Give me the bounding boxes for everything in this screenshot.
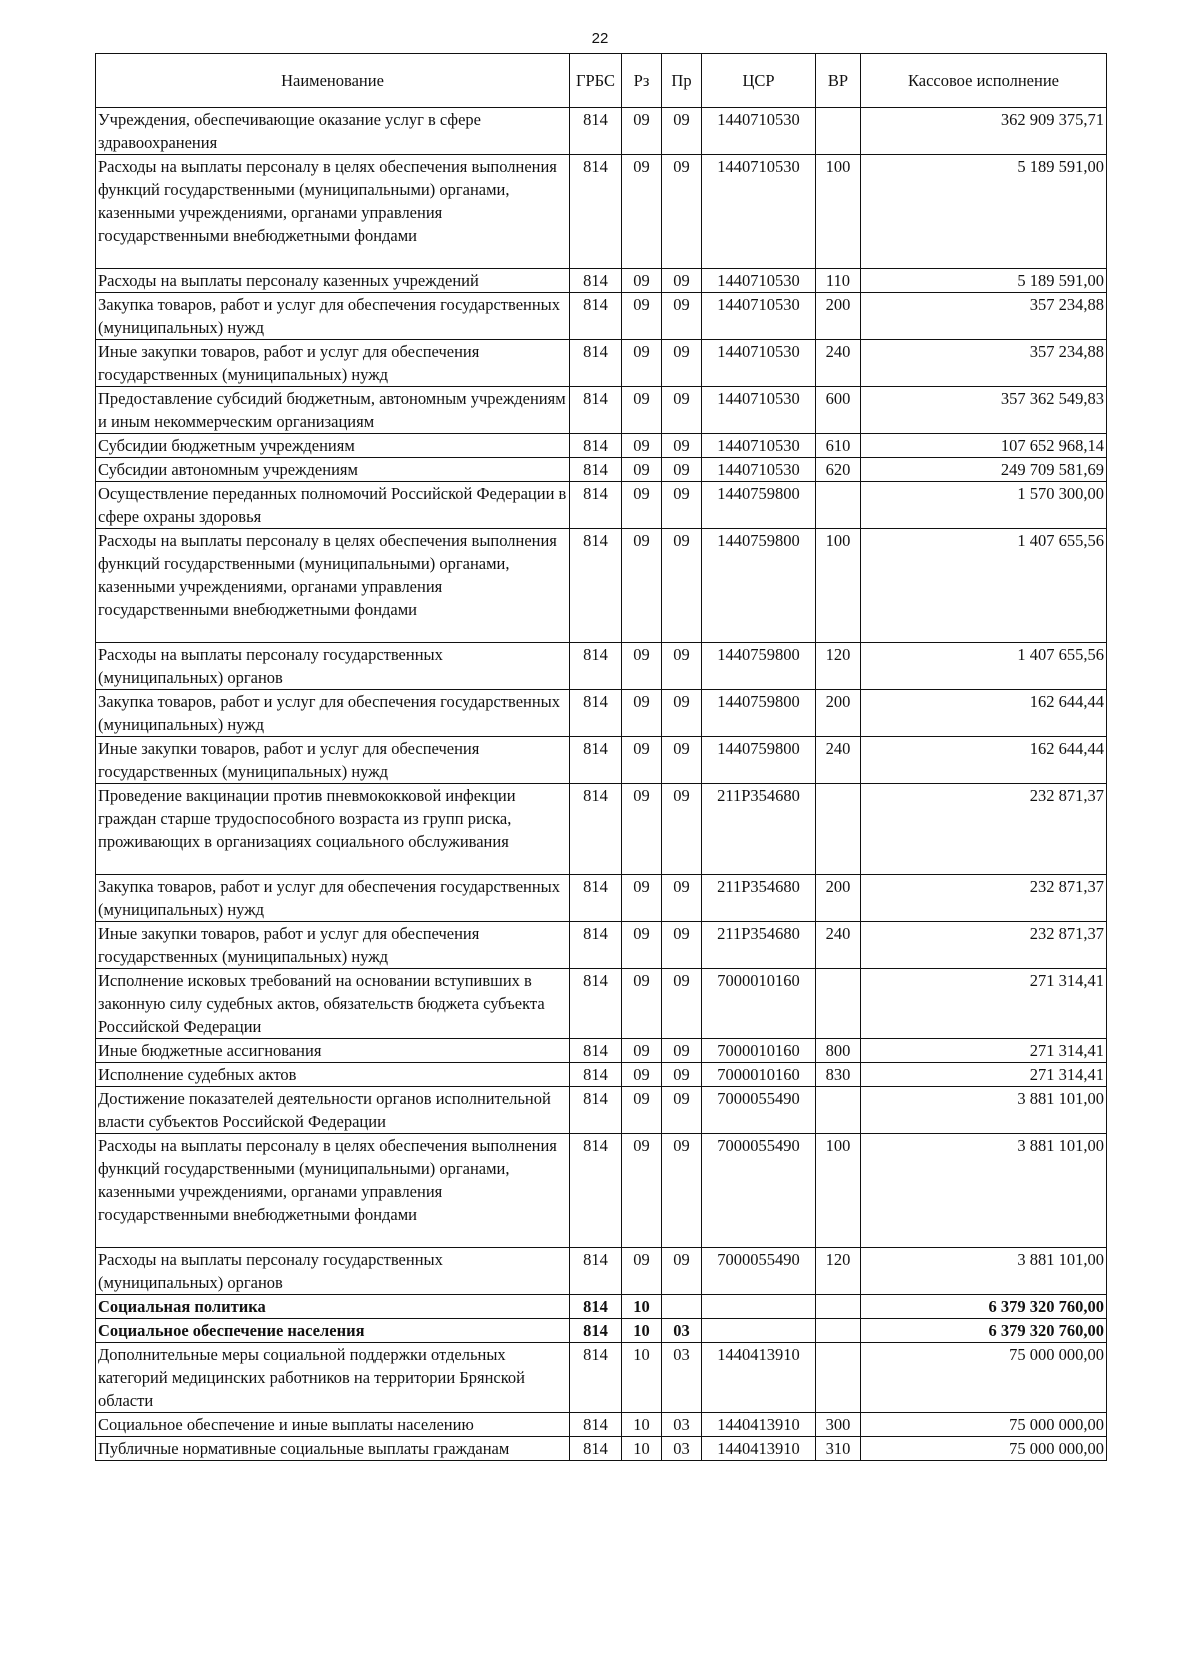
table-row <box>96 1295 1107 1319</box>
cell-grbs: 814 <box>570 1413 622 1437</box>
cell-vr: 800 <box>816 1039 861 1063</box>
cell-rz: 10 <box>622 1437 662 1461</box>
cell-name: Предоставление субсидий бюджетным, автономным учреждениям и иным некоммерческим организациям <box>96 387 570 434</box>
cell-name: Расходы на выплаты персоналу казенных учреждений <box>96 269 570 293</box>
cell-amount: 357 234,88 <box>861 340 1107 387</box>
cell-pr: 09 <box>662 529 702 643</box>
cell-csr: 1440710530 <box>702 434 816 458</box>
table-row <box>96 737 1107 784</box>
header-vr: ВР <box>816 54 861 108</box>
cell-rz: 10 <box>622 1413 662 1437</box>
cell-amount: 357 362 549,83 <box>861 387 1107 434</box>
cell-csr: 1440710530 <box>702 340 816 387</box>
cell-grbs: 814 <box>570 1343 622 1413</box>
cell-amount: 232 871,37 <box>861 875 1107 922</box>
header-rz: Рз <box>622 54 662 108</box>
table-row <box>96 340 1107 387</box>
cell-amount: 271 314,41 <box>861 1039 1107 1063</box>
cell-rz: 09 <box>622 643 662 690</box>
cell-vr: 200 <box>816 690 861 737</box>
cell-rz: 09 <box>622 458 662 482</box>
cell-pr: 09 <box>662 155 702 269</box>
cell-csr: 1440759800 <box>702 529 816 643</box>
cell-grbs: 814 <box>570 155 622 269</box>
cell-csr: 1440413910 <box>702 1437 816 1461</box>
cell-name: Социальная политика <box>96 1295 570 1319</box>
table-row <box>96 155 1107 269</box>
cell-rz: 09 <box>622 387 662 434</box>
table-row <box>96 1319 1107 1343</box>
cell-name: Осуществление переданных полномочий Российской Федерации в сфере охраны здоровья <box>96 482 570 529</box>
cell-grbs: 814 <box>570 784 622 875</box>
cell-grbs: 814 <box>570 1248 622 1295</box>
cell-pr <box>662 1295 702 1319</box>
cell-csr: 7000010160 <box>702 1063 816 1087</box>
table-row <box>96 269 1107 293</box>
cell-pr: 09 <box>662 643 702 690</box>
cell-rz: 09 <box>622 1248 662 1295</box>
cell-amount: 1 407 655,56 <box>861 643 1107 690</box>
cell-pr: 09 <box>662 690 702 737</box>
cell-amount: 357 234,88 <box>861 293 1107 340</box>
cell-pr: 03 <box>662 1437 702 1461</box>
table-row <box>96 529 1107 643</box>
cell-rz: 09 <box>622 529 662 643</box>
cell-csr: 7000010160 <box>702 1039 816 1063</box>
cell-name: Расходы на выплаты персоналу государственных (муниципальных) органов <box>96 643 570 690</box>
cell-amount: 107 652 968,14 <box>861 434 1107 458</box>
cell-grbs: 814 <box>570 969 622 1039</box>
cell-name: Иные бюджетные ассигнования <box>96 1039 570 1063</box>
cell-rz: 09 <box>622 293 662 340</box>
cell-rz: 09 <box>622 1087 662 1134</box>
cell-amount: 5 189 591,00 <box>861 269 1107 293</box>
cell-pr: 03 <box>662 1319 702 1343</box>
cell-name: Публичные нормативные социальные выплаты гражданам <box>96 1437 570 1461</box>
table-row <box>96 482 1107 529</box>
cell-rz: 09 <box>622 875 662 922</box>
cell-pr: 09 <box>662 1248 702 1295</box>
cell-pr: 09 <box>662 784 702 875</box>
cell-name: Исполнение исковых требований на основании вступивших в законную силу судебных актов, обязательств бюджета субъекта Российской Федерации <box>96 969 570 1039</box>
table-header-row <box>96 54 1107 108</box>
cell-name: Иные закупки товаров, работ и услуг для обеспечения государственных (муниципальных) нужд <box>96 340 570 387</box>
cell-vr <box>816 1343 861 1413</box>
cell-amount: 162 644,44 <box>861 690 1107 737</box>
cell-csr: 1440759800 <box>702 643 816 690</box>
cell-rz: 09 <box>622 784 662 875</box>
cell-rz: 09 <box>622 969 662 1039</box>
cell-name: Закупка товаров, работ и услуг для обеспечения государственных (муниципальных) нужд <box>96 875 570 922</box>
table-row <box>96 922 1107 969</box>
cell-rz: 09 <box>622 482 662 529</box>
table-row <box>96 1063 1107 1087</box>
cell-vr <box>816 1087 861 1134</box>
header-name: Наименование <box>96 54 570 108</box>
cell-grbs: 814 <box>570 108 622 155</box>
cell-pr: 09 <box>662 387 702 434</box>
cell-grbs: 814 <box>570 434 622 458</box>
cell-amount: 271 314,41 <box>861 1063 1107 1087</box>
table-row <box>96 1134 1107 1248</box>
cell-vr <box>816 482 861 529</box>
table-row <box>96 1343 1107 1413</box>
header-amount: Кассовое исполнение <box>861 54 1107 108</box>
cell-vr: 110 <box>816 269 861 293</box>
cell-csr: 1440759800 <box>702 737 816 784</box>
cell-name: Субсидии автономным учреждениям <box>96 458 570 482</box>
table-row <box>96 1039 1107 1063</box>
cell-vr: 120 <box>816 1248 861 1295</box>
cell-pr: 09 <box>662 269 702 293</box>
cell-amount: 1 407 655,56 <box>861 529 1107 643</box>
cell-csr: 7000010160 <box>702 969 816 1039</box>
cell-grbs: 814 <box>570 482 622 529</box>
cell-amount: 3 881 101,00 <box>861 1248 1107 1295</box>
cell-csr: 1440710530 <box>702 293 816 340</box>
cell-name: Дополнительные меры социальной поддержки отдельных категорий медицинских работников на территории Брянской области <box>96 1343 570 1413</box>
cell-name: Учреждения, обеспечивающие оказание услуг в сфере здравоохранения <box>96 108 570 155</box>
cell-name: Исполнение судебных актов <box>96 1063 570 1087</box>
cell-pr: 09 <box>662 1063 702 1087</box>
cell-pr: 09 <box>662 458 702 482</box>
cell-pr: 09 <box>662 1039 702 1063</box>
cell-grbs: 814 <box>570 1039 622 1063</box>
cell-amount: 271 314,41 <box>861 969 1107 1039</box>
cell-vr: 620 <box>816 458 861 482</box>
cell-name: Субсидии бюджетным учреждениям <box>96 434 570 458</box>
cell-vr: 240 <box>816 922 861 969</box>
cell-grbs: 814 <box>570 458 622 482</box>
cell-pr: 09 <box>662 922 702 969</box>
cell-name: Закупка товаров, работ и услуг для обеспечения государственных (муниципальных) нужд <box>96 690 570 737</box>
cell-csr: 7000055490 <box>702 1248 816 1295</box>
cell-vr: 200 <box>816 875 861 922</box>
table-body <box>96 108 1107 1461</box>
table-row <box>96 690 1107 737</box>
cell-grbs: 814 <box>570 1319 622 1343</box>
cell-vr: 100 <box>816 155 861 269</box>
cell-grbs: 814 <box>570 643 622 690</box>
cell-name: Расходы на выплаты персоналу в целях обеспечения выполнения функций государственными (муниципальными) органами, казенными учреждениями, органами управления государственными внебюджетными фондами <box>96 155 570 269</box>
cell-pr: 09 <box>662 434 702 458</box>
cell-name: Закупка товаров, работ и услуг для обеспечения государственных (муниципальных) нужд <box>96 293 570 340</box>
cell-grbs: 814 <box>570 737 622 784</box>
cell-amount: 75 000 000,00 <box>861 1343 1107 1413</box>
cell-vr <box>816 1319 861 1343</box>
cell-name: Расходы на выплаты персоналу в целях обеспечения выполнения функций государственными (муниципальными) органами, казенными учреждениями, органами управления государственными внебюджетными фондами <box>96 1134 570 1248</box>
cell-rz: 09 <box>622 434 662 458</box>
cell-grbs: 814 <box>570 690 622 737</box>
cell-name: Достижение показателей деятельности органов исполнительной власти субъектов Российской Федерации <box>96 1087 570 1134</box>
cell-amount: 162 644,44 <box>861 737 1107 784</box>
cell-rz: 09 <box>622 1039 662 1063</box>
cell-name: Иные закупки товаров, работ и услуг для обеспечения государственных (муниципальных) нужд <box>96 737 570 784</box>
cell-csr: 1440413910 <box>702 1343 816 1413</box>
table-row <box>96 458 1107 482</box>
cell-rz: 09 <box>622 690 662 737</box>
cell-amount: 1 570 300,00 <box>861 482 1107 529</box>
cell-csr: 1440710530 <box>702 155 816 269</box>
page-number: 22 <box>591 30 609 47</box>
cell-amount: 5 189 591,00 <box>861 155 1107 269</box>
cell-pr: 09 <box>662 108 702 155</box>
cell-pr: 09 <box>662 875 702 922</box>
cell-csr <box>702 1319 816 1343</box>
cell-csr: 211P354680 <box>702 875 816 922</box>
cell-amount: 6 379 320 760,00 <box>861 1319 1107 1343</box>
budget-execution-table <box>95 53 1107 1461</box>
cell-grbs: 814 <box>570 922 622 969</box>
cell-pr: 09 <box>662 1087 702 1134</box>
table-row <box>96 108 1107 155</box>
cell-vr <box>816 784 861 875</box>
cell-amount: 362 909 375,71 <box>861 108 1107 155</box>
cell-pr: 03 <box>662 1343 702 1413</box>
cell-vr: 310 <box>816 1437 861 1461</box>
table-row <box>96 643 1107 690</box>
cell-amount: 232 871,37 <box>861 922 1107 969</box>
cell-csr <box>702 1295 816 1319</box>
cell-csr: 7000055490 <box>702 1134 816 1248</box>
cell-grbs: 814 <box>570 1063 622 1087</box>
header-csr: ЦСР <box>702 54 816 108</box>
cell-rz: 09 <box>622 737 662 784</box>
cell-vr: 240 <box>816 737 861 784</box>
cell-pr: 09 <box>662 340 702 387</box>
cell-pr: 09 <box>662 1134 702 1248</box>
cell-rz: 09 <box>622 922 662 969</box>
table-row <box>96 1413 1107 1437</box>
cell-vr: 100 <box>816 529 861 643</box>
cell-csr: 1440759800 <box>702 690 816 737</box>
cell-csr: 1440710530 <box>702 387 816 434</box>
cell-grbs: 814 <box>570 269 622 293</box>
cell-pr: 03 <box>662 1413 702 1437</box>
cell-name: Расходы на выплаты персоналу в целях обеспечения выполнения функций государственными (муниципальными) органами, казенными учреждениями, органами управления государственными внебюджетными фондами <box>96 529 570 643</box>
cell-rz: 10 <box>622 1343 662 1413</box>
cell-vr: 830 <box>816 1063 861 1087</box>
cell-csr: 211P354680 <box>702 784 816 875</box>
table-row <box>96 434 1107 458</box>
cell-rz: 09 <box>622 108 662 155</box>
cell-amount: 3 881 101,00 <box>861 1087 1107 1134</box>
cell-vr: 600 <box>816 387 861 434</box>
cell-name: Социальное обеспечение и иные выплаты населению <box>96 1413 570 1437</box>
header-pr: Пр <box>662 54 702 108</box>
cell-csr: 211P354680 <box>702 922 816 969</box>
cell-grbs: 814 <box>570 1295 622 1319</box>
table-row <box>96 784 1107 875</box>
cell-grbs: 814 <box>570 1134 622 1248</box>
cell-pr: 09 <box>662 482 702 529</box>
cell-vr: 120 <box>816 643 861 690</box>
cell-name: Расходы на выплаты персоналу государственных (муниципальных) органов <box>96 1248 570 1295</box>
table-row <box>96 1437 1107 1461</box>
cell-vr <box>816 108 861 155</box>
cell-rz: 09 <box>622 340 662 387</box>
cell-name: Социальное обеспечение населения <box>96 1319 570 1343</box>
cell-pr: 09 <box>662 737 702 784</box>
cell-name: Проведение вакцинации против пневмококковой инфекции граждан старше трудоспособного возраста из групп риска, проживающих в организациях социального обслуживания <box>96 784 570 875</box>
table-row <box>96 1087 1107 1134</box>
cell-grbs: 814 <box>570 387 622 434</box>
cell-csr: 1440413910 <box>702 1413 816 1437</box>
cell-grbs: 814 <box>570 1437 622 1461</box>
table-row <box>96 1248 1107 1295</box>
cell-vr <box>816 1295 861 1319</box>
cell-vr: 100 <box>816 1134 861 1248</box>
cell-vr <box>816 969 861 1039</box>
cell-amount: 232 871,37 <box>861 784 1107 875</box>
cell-rz: 09 <box>622 155 662 269</box>
cell-csr: 7000055490 <box>702 1087 816 1134</box>
table-row <box>96 293 1107 340</box>
cell-grbs: 814 <box>570 875 622 922</box>
cell-grbs: 814 <box>570 1087 622 1134</box>
cell-vr: 200 <box>816 293 861 340</box>
header-grbs: ГРБС <box>570 54 622 108</box>
table-row <box>96 875 1107 922</box>
cell-amount: 6 379 320 760,00 <box>861 1295 1107 1319</box>
table-row <box>96 387 1107 434</box>
cell-name: Иные закупки товаров, работ и услуг для обеспечения государственных (муниципальных) нужд <box>96 922 570 969</box>
cell-grbs: 814 <box>570 340 622 387</box>
cell-rz: 09 <box>622 269 662 293</box>
cell-vr: 240 <box>816 340 861 387</box>
cell-vr: 610 <box>816 434 861 458</box>
cell-csr: 1440710530 <box>702 269 816 293</box>
cell-rz: 09 <box>622 1134 662 1248</box>
cell-amount: 75 000 000,00 <box>861 1413 1107 1437</box>
cell-grbs: 814 <box>570 529 622 643</box>
cell-amount: 3 881 101,00 <box>861 1134 1107 1248</box>
cell-vr: 300 <box>816 1413 861 1437</box>
cell-amount: 249 709 581,69 <box>861 458 1107 482</box>
cell-pr: 09 <box>662 969 702 1039</box>
cell-rz: 09 <box>622 1063 662 1087</box>
cell-rz: 10 <box>622 1319 662 1343</box>
table-row <box>96 969 1107 1039</box>
cell-csr: 1440710530 <box>702 458 816 482</box>
cell-pr: 09 <box>662 293 702 340</box>
cell-csr: 1440710530 <box>702 108 816 155</box>
cell-csr: 1440759800 <box>702 482 816 529</box>
cell-rz: 10 <box>622 1295 662 1319</box>
cell-amount: 75 000 000,00 <box>861 1437 1107 1461</box>
cell-grbs: 814 <box>570 293 622 340</box>
